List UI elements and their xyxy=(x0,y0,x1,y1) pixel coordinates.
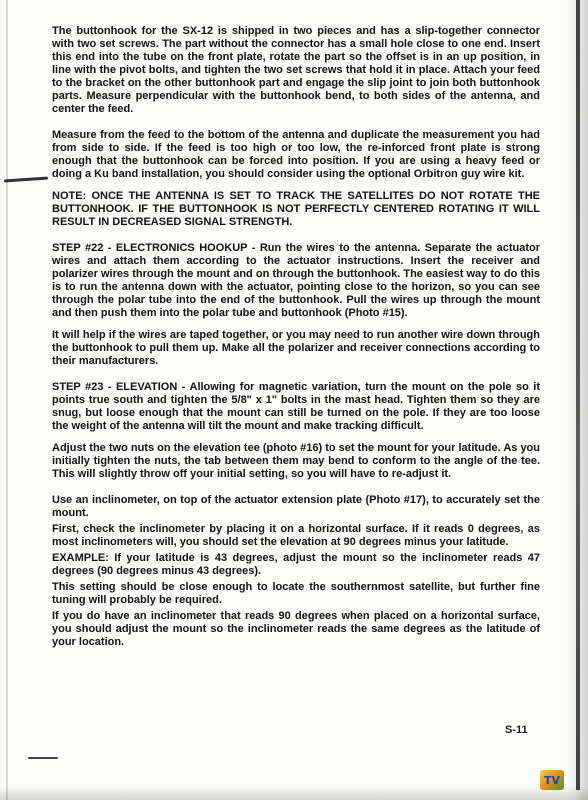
scan-bottom-shadow xyxy=(0,786,588,800)
paragraph-feed-measure: Measure from the feed to the bottom of the antenna and duplicate the measurement you had from side to side. If the feed is too high or too low, the re-inforced front plate is strong enough that the buttonhook can be forced into position. If you are using a heavy feed or doing a Ku band installation, you should consider using the optional Orbitron guy wire kit. xyxy=(52,129,540,180)
paragraph-90-degree-inclinometer: If you do have an inclinometer that reads 90 degrees when placed on a horizontal surface, you should adjust the mount so the inclinometer reads the same degrees as the latitude of your location. xyxy=(52,610,540,648)
paragraph-step-23: STEP #23 - ELEVATION - Allowing for magnetic variation, turn the mount on the pole so it points true south and tighten the 5/8" x 1" bolts in the mast head. Tighten them so they are snug, but loose enough that the mount can still be turned on the pole. If they are too loose the weight of the antenna will tilt the mount and make tracking difficult. xyxy=(52,381,540,432)
paragraph-step-22: STEP #22 - ELECTRONICS HOOKUP - Run the wires to the antenna. Separate the actuator wires and attach them according to the actuator instructions. Insert the receiver and polarizer wires through the mount and on through the buttonhook. The easiest way to do this is to run the antenna down with the actuator, pointing close to the horizon, so you can see through the polar tube into the end of the buttonhook. Pull the wires up through the mount and then push them into the polar tube and buttonhook (Photo #15). xyxy=(52,242,540,319)
paragraph-example: EXAMPLE: If your latitude is 43 degrees, adjust the mount so the inclinometer reads 47 degrees (90 degrees minus 43 degrees). xyxy=(52,552,540,577)
tv-logo-text: TV xyxy=(543,773,561,787)
document-body xyxy=(52,25,540,658)
margin-pen-mark-lower xyxy=(28,757,58,759)
scan-right-edge xyxy=(576,0,580,790)
paragraph-note: NOTE: ONCE THE ANTENNA IS SET TO TRACK THE SATELLITES DO NOT ROTATE THE BUTTONHOOK. IF THE BUTTONHOOK IS NOT PERFECTLY CENTERED ROTATING IT WILL RESULT IN DECREASED SIGNAL STRENGTH. xyxy=(52,190,540,228)
page-number: S-11 xyxy=(505,724,528,736)
tv-logo xyxy=(540,770,564,790)
paragraph-check-inclinometer: First, check the inclinometer by placing it on a horizontal surface. If it reads 0 degrees, as most inclinometers will, you should set the elevation at 90 degrees minus your latitude. xyxy=(52,523,540,548)
scan-left-edge xyxy=(6,0,8,800)
paragraph-inclinometer: Use an inclinometer, on top of the actuator extension plate (Photo #17), to accurately set the mount. xyxy=(52,494,540,519)
paragraph-elevation-tee: Adjust the two nuts on the elevation tee (photo #16) to set the mount for your latitude. As you initially tighten the nuts, the tab between them may bend to conform to the angle of the tee. This will slightly throw off your initial setting, so you will have to re-adjust it. xyxy=(52,442,540,480)
paragraph-wires-tip: It will help if the wires are taped together, or you may need to run another wire down through the buttonhook to pull them up. Make all the polarizer and receiver connections according to their manufacturers. xyxy=(52,329,540,367)
paragraph-buttonhook-intro: The buttonhook for the SX-12 is shipped in two pieces and has a slip-together connector with two set screws. The part without the connector has a small hole close to one end. Insert this end into the tube on the front plate, rotate the part so the offset is in an up position, in line with the pivot bolts, and tighten the two set screws that hold it in place. Attach your feed to the bracket on the other buttonhook part and engage the slip joint to join both buttonhook parts. Measure perpendicular with the buttonhook bend, to both sides of the antenna, and center the feed. xyxy=(52,25,540,115)
margin-pen-mark xyxy=(4,176,48,182)
paragraph-fine-tuning: This setting should be close enough to locate the southernmost satellite, but further fine tuning will probably be required. xyxy=(52,581,540,606)
